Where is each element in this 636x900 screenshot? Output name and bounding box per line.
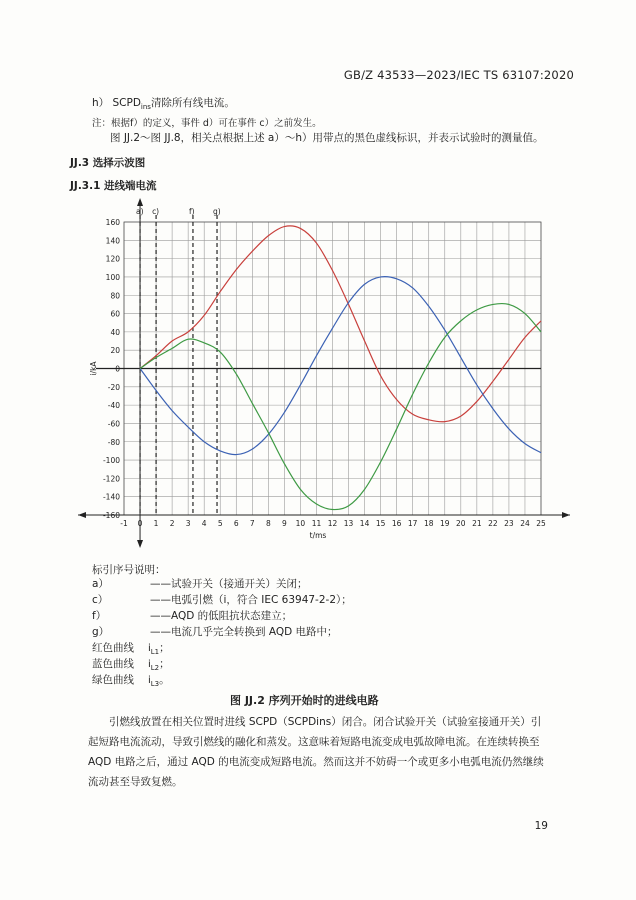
legend-curve-red-key: 红色曲线 <box>92 642 134 654</box>
x-tick-label: 17 <box>407 519 418 528</box>
series-line-2 <box>140 277 541 455</box>
chart-series <box>140 226 541 510</box>
x-tick-label: 8 <box>265 519 271 528</box>
x-tick-label: 10 <box>295 519 306 528</box>
x-tick-label: 7 <box>249 519 255 528</box>
x-tick-label: 19 <box>439 519 450 528</box>
series-line-1 <box>140 226 541 422</box>
y-tick-label: 80 <box>110 291 120 301</box>
y-tick-label: 140 <box>105 236 120 246</box>
legend-curve-red-value: $i_{L1}$； <box>148 642 170 657</box>
x-tick-label: 14 <box>359 519 370 528</box>
x-axis-left-arrow <box>78 512 86 518</box>
x-axis-label: t/ms <box>309 531 327 540</box>
x-tick-label: 5 <box>217 519 223 528</box>
x-tick-label: 3 <box>185 519 191 528</box>
y-tick-label: -20 <box>107 382 120 392</box>
legend-curve-blue-key: 蓝色曲线 <box>92 658 134 670</box>
x-tick-label: 4 <box>201 519 207 528</box>
page-number: 19 <box>534 820 548 832</box>
x-tick-label: 15 <box>375 519 386 528</box>
event-marker-label: f) <box>188 207 195 216</box>
event-marker-label: g) <box>213 207 221 216</box>
y-tick-label: -140 <box>102 492 120 502</box>
event-marker-label: c) <box>152 207 160 216</box>
section-jj31-heading: JJ.3.1 进线端电流 <box>70 180 157 192</box>
y-tick-label: 40 <box>110 327 120 337</box>
legend-title: 标引序号说明： <box>92 564 166 576</box>
event-marker-label: a) <box>136 207 144 216</box>
y-tick-label: 120 <box>105 254 120 264</box>
x-tick-label: 2 <box>169 519 175 528</box>
legend-key-f: f） <box>92 610 107 622</box>
y-axis-down-arrow <box>137 540 143 548</box>
legend-curve-green-value: $i_{L3}$。 <box>148 674 170 689</box>
x-tick-label: 20 <box>456 519 466 528</box>
legend-curve-green-key: 绿色曲线 <box>92 674 134 686</box>
x-tick-label: 18 <box>423 519 434 528</box>
legend-text-a: ——试验开关（接通开关）关闭； <box>150 578 308 590</box>
x-tick-label: 21 <box>472 519 482 528</box>
standard-code: GB/Z 43533—2023/IEC TS 63107:2020 <box>343 68 574 82</box>
figure-reference: 图 JJ.2～图 JJ.8，相关点根据上述 a）～h）用带点的黑色虚线标识，并表示试验时的测量值。 <box>110 132 544 144</box>
x-tick-label: 13 <box>343 519 354 528</box>
x-axis-right-arrow <box>562 512 570 518</box>
y-tick-label: -160 <box>102 511 120 520</box>
tick-labels <box>89 218 546 540</box>
y-tick-label: -80 <box>107 437 120 447</box>
legend-key-c: c） <box>92 594 109 606</box>
x-tick-label: 25 <box>536 519 546 528</box>
legend-text-f: ——AQD 的低阻抗状态建立； <box>150 610 293 622</box>
y-tick-label: -60 <box>107 419 120 429</box>
legend-text-c: ——电弧引燃（i，符合 IEC 63947-2-2）； <box>150 594 352 606</box>
x-tick-label: 12 <box>327 519 338 528</box>
y-tick-label: -120 <box>102 474 120 484</box>
body-paragraph: 引燃线放置在相关位置时进线 SCPD（SCPDins）闭合。闭合试验开关（试验室接通开关）引起短路电流流动，导致引燃线的融化和蒸发。这意味着短路电流变成电弧故障电流。在连续转换至 AQD 电路之后，通过 AQD 的电流变成短路电流。然而这并不妨碍一个或更多小电弧电流仍然继续流动甚至导致复燃。 <box>88 716 544 788</box>
y-tick-label: -40 <box>107 401 120 411</box>
x-tick-label: 0 <box>137 519 143 528</box>
legend-curve-blue-value: $i_{L2}$； <box>148 658 170 673</box>
section-jj3-heading: JJ.3 选择示波图 <box>70 157 146 169</box>
item-h: h） $SCPD_{ins}$清除所有线电流。 <box>92 97 235 112</box>
x-tick-label: 24 <box>520 519 530 528</box>
y-tick-label: 0 <box>115 364 120 374</box>
legend-key-a: a） <box>92 578 109 590</box>
chart-axes <box>78 198 570 548</box>
x-tick-label: 22 <box>488 519 498 528</box>
y-tick-label: 60 <box>110 309 120 319</box>
x-tick-label: 11 <box>311 519 322 528</box>
y-tick-label: 20 <box>110 346 120 356</box>
figure-caption: 图 JJ.2 序列开始时的进线电路 <box>230 694 379 707</box>
x-tick-label: -1 <box>120 519 128 528</box>
x-tick-label: 23 <box>504 519 514 528</box>
y-tick-label: 100 <box>105 272 120 282</box>
x-tick-label: 9 <box>281 519 287 528</box>
x-tick-label: 16 <box>391 519 402 528</box>
y-axis-up-arrow <box>137 198 143 206</box>
note: 注：根据f）的定义，事件 d）可在事件 c）之前发生。 <box>92 118 322 129</box>
y-axis-label: i/kA <box>89 361 98 376</box>
x-tick-label: 1 <box>153 519 159 528</box>
y-tick-label: 160 <box>105 218 120 227</box>
legend-key-g: g） <box>92 626 110 638</box>
legend-text-g: ——电流几乎完全转换到 AQD 电路中； <box>150 626 338 638</box>
y-tick-label: -100 <box>102 456 120 466</box>
x-tick-label: 6 <box>233 519 239 528</box>
